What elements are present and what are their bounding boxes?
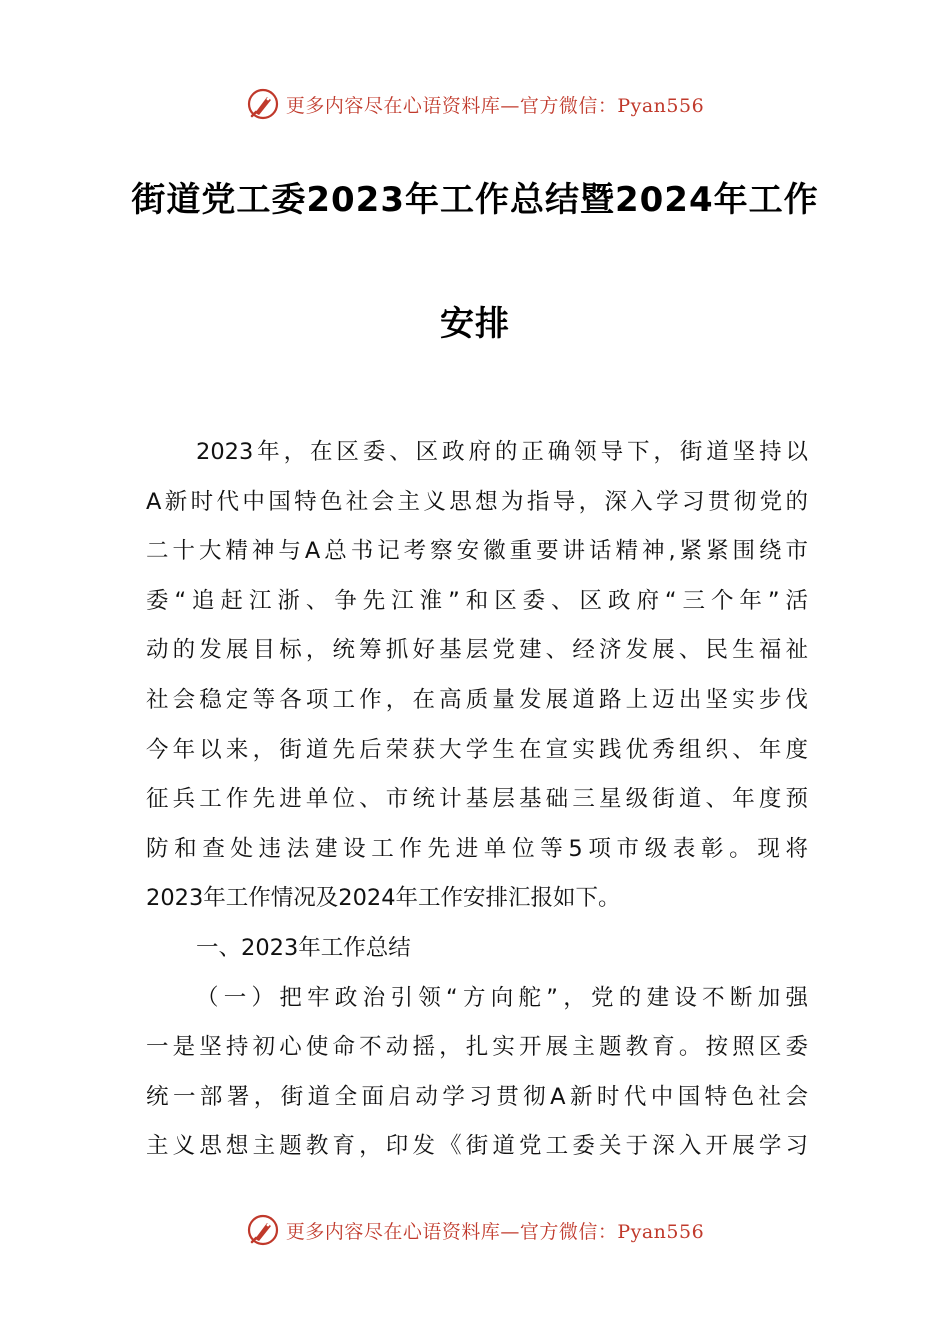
section-heading: 一、2023年工作总结 [196, 934, 411, 961]
wechat-id: Pyan556 [617, 1220, 705, 1243]
watermark-text: 更多内容尽在心语资料库—官方微信：Pyan556 [285, 94, 705, 117]
paragraph-line: 动的发展目标，统筹抓好基层党建、经济发展、民生福祉 [146, 637, 808, 664]
paragraph-line: 委“追赶江浙、争先江淮”和区委、区政府“三个年”活 [146, 587, 808, 614]
paragraph-line: 社会稳定等各项工作，在高质量发展道路上迈出坚实步伐 [146, 686, 808, 713]
paragraph-line: 2023年工作情况及2024年工作安排汇报如下。 [146, 885, 621, 912]
document-title-line-1: 街道党工委2023年工作总结暨2024年工作 [131, 180, 819, 220]
pen-nib-circle-icon [246, 1213, 280, 1247]
paragraph-line: 今年以来，街道先后荣获大学生在宣实践优秀组织、年度 [146, 736, 808, 763]
wechat-id: Pyan556 [617, 94, 705, 117]
watermark-footer [0, 1208, 950, 1252]
paragraph-line: 征兵工作先进单位、市统计基层基础三星级街道、年度预 [146, 786, 808, 813]
paragraph-line: A新时代中国特色社会主义思想为指导，深入学习贯彻党的 [146, 488, 808, 515]
watermark-text: 更多内容尽在心语资料库—官方微信：Pyan556 [285, 1220, 705, 1243]
paragraph-line: 主义思想主题教育，印发《街道党工委关于深入开展学习 [146, 1133, 808, 1160]
paragraph-line: 2023年，在区委、区政府的正确领导下，街道坚持以 [196, 439, 808, 465]
paragraph-line: 二十大精神与A总书记考察安徽重要讲话精神,紧紧围绕市 [146, 538, 808, 565]
pen-nib-circle-icon [246, 87, 280, 121]
document-body [146, 428, 808, 1172]
document-title-line-2: 安排 [440, 304, 510, 344]
paragraph-line: 防和查处违法建设工作先进单位等5项市级表彰。现将 [146, 835, 808, 862]
paragraph-line: 一是坚持初心使命不动摇，扎实开展主题教育。按照区委 [146, 1034, 808, 1061]
subsection-heading: （一）把牢政治引领“方向舵”，党的建设不断加强 [196, 984, 808, 1011]
paragraph-line: 统一部署，街道全面启动学习贯彻A新时代中国特色社会 [146, 1083, 808, 1110]
watermark-header [0, 82, 950, 126]
